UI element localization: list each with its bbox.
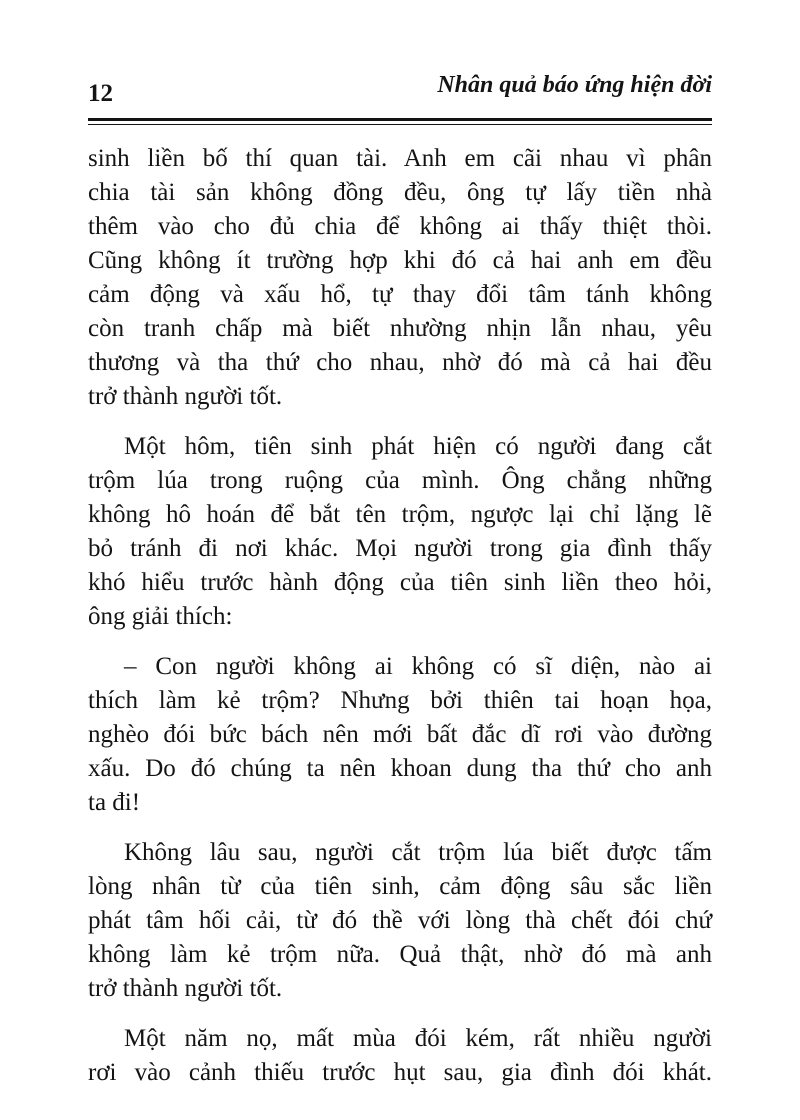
text-line: ông giải thích: [88, 603, 233, 630]
text-line: ta đi! [88, 789, 141, 816]
text-line: sinh liền bố thí quan tài. Anh em cãi nhau vì phân [88, 145, 712, 172]
header-rule-thick [88, 118, 712, 121]
text-line: trở thành người tốt. [88, 383, 283, 410]
text-line: chia tài sản không đồng đều, ông tự lấy tiền nhà [88, 179, 712, 206]
paragraph [88, 142, 712, 414]
paragraph [88, 650, 712, 820]
text-line: không làm kẻ trộm nữa. Quả thật, nhờ đó mà anh [88, 941, 712, 968]
text-line: phát tâm hối cải, từ đó thề với lòng thà chết đói chứ [88, 907, 712, 934]
text-line: xấu. Do đó chúng ta nên khoan dung tha thứ cho anh [88, 755, 712, 782]
page-number: 12 [88, 80, 113, 107]
text-line: lòng nhân từ của tiên sinh, cảm động sâu sắc liền [88, 873, 712, 900]
running-title: Nhân quả báo ứng hiện đời [437, 72, 712, 98]
text-line: thêm vào cho đủ chia để không ai thấy thiệt thòi. [88, 213, 712, 240]
text-line: rơi vào cảnh thiếu trước hụt sau, gia đình đói khát. [88, 1059, 712, 1086]
text-line: Cũng không ít trường hợp khi đó cả hai anh em đều [88, 247, 712, 274]
header-rule-thin [88, 124, 712, 125]
text-line: còn tranh chấp mà biết nhường nhịn lẫn nhau, yêu [88, 315, 712, 342]
body-text [88, 142, 712, 1106]
text-line: Một năm nọ, mất mùa đói kém, rất nhiều người [124, 1025, 712, 1052]
text-line: bỏ tránh đi nơi khác. Mọi người trong gia đình thấy [88, 535, 712, 562]
text-line: khó hiểu trước hành động của tiên sinh liền theo hỏi, [88, 569, 712, 596]
text-line: không hô hoán để bắt tên trộm, ngược lại chỉ lặng lẽ [88, 501, 712, 528]
text-line: trở thành người tốt. [88, 975, 283, 1002]
text-line: cảm động và xấu hổ, tự thay đổi tâm tánh không [88, 281, 712, 308]
text-line: Không lâu sau, người cắt trộm lúa biết được tấm [124, 839, 712, 866]
text-line: nghèo đói bức bách nên mới bất đắc dĩ rơi vào đường [88, 721, 712, 748]
text-line: thương và tha thứ cho nhau, nhờ đó mà cả hai đều [88, 349, 712, 376]
text-line: thích làm kẻ trộm? Nhưng bởi thiên tai hoạn họa, [88, 687, 712, 714]
paragraph [88, 430, 712, 634]
text-line: – Con người không ai không có sĩ diện, nào ai [124, 653, 712, 680]
paragraph [88, 836, 712, 1006]
text-line: trộm lúa trong ruộng của mình. Ông chẳng những [88, 467, 712, 494]
paragraph [88, 1022, 712, 1090]
text-line: Một hôm, tiên sinh phát hiện có người đang cắt [124, 433, 712, 460]
